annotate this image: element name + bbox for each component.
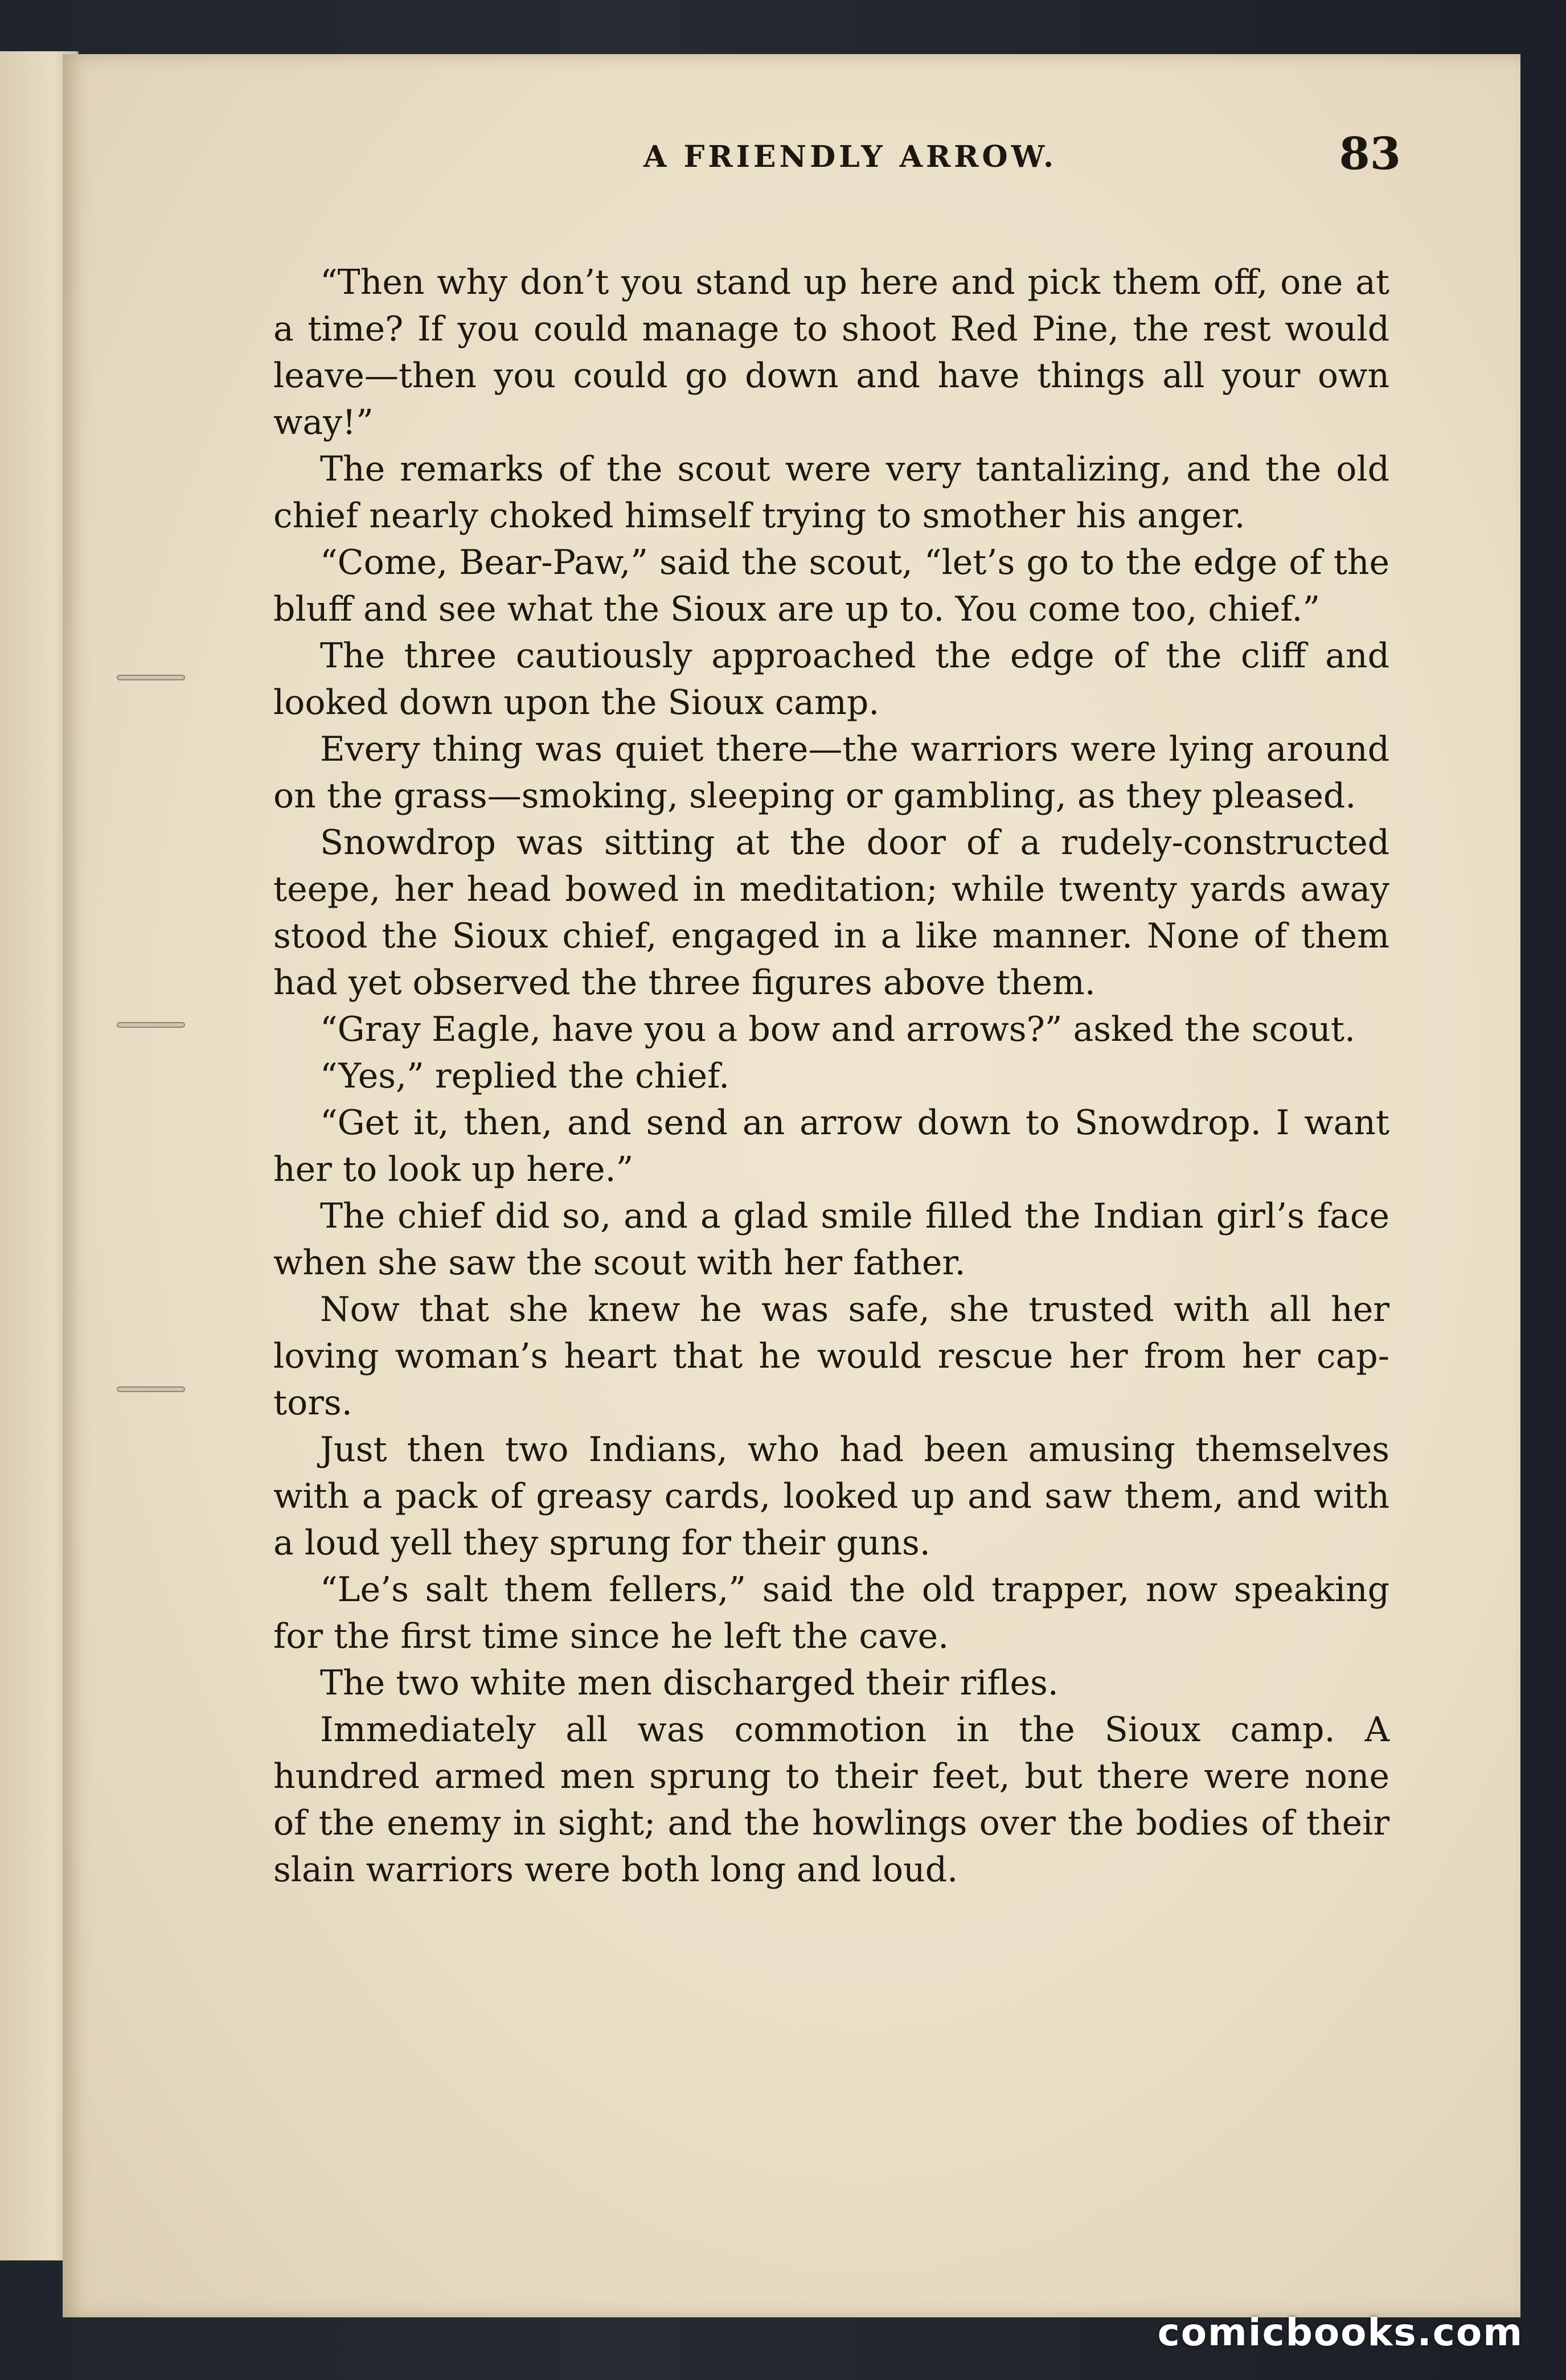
- paragraph: “Yes,” replied the chief.: [320, 1056, 730, 1096]
- paragraph: Just then two Indians, who had been amusing themselves with a pack of greasy cards, looked up and saw them, and with a loud yell they sprung for their guns.: [273, 1430, 1389, 1563]
- binding-thread: [117, 1386, 185, 1392]
- paragraph: Now that she knew he was safe, she trusted with all her loving woman’s heart that he would rescue her from her captors.: [273, 1290, 1389, 1423]
- paragraph: Every thing was quiet there—the warriors were lying around on the grass—smoking, sleeping or gambling, as they pleased.: [273, 729, 1389, 816]
- paragraph: The remarks of the scout were very tantalizing, and the old chief nearly choked himself trying to smother his anger.: [273, 449, 1389, 536]
- paragraph: The two white men discharged their rifles.: [320, 1663, 1059, 1703]
- paragraph: The three cautiously approached the edge of the cliff and looked down upon the Sioux camp.: [273, 636, 1389, 723]
- body-text: [273, 259, 1389, 1893]
- paragraph: “Come, Bear-Paw,” said the scout, “let’s go to the edge of the bluff and see what the Sioux are up to. You come too, chief.”: [273, 543, 1389, 629]
- binding-thread: [117, 1022, 185, 1028]
- watermark: comicbooks.com: [1157, 2311, 1523, 2354]
- paragraph: “Get it, then, and send an arrow down to Snowdrop. I want her to look up here.”: [273, 1103, 1389, 1189]
- page-number: 83: [1339, 128, 1401, 180]
- page-header: [285, 122, 1401, 185]
- paragraph: Snowdrop was sitting at the door of a rudely-constructed teepe, her head bowed in meditation; while twenty yards away stood the Sioux chief, engaged in a like manner. None of them had yet observed the three figures above them.: [273, 823, 1389, 1003]
- paragraph: “Gray Eagle, have you a bow and arrows?” asked the scout.: [320, 1010, 1356, 1049]
- binding-thread: [117, 675, 185, 680]
- paragraph: Immediately all was commotion in the Sioux camp. A hundred armed men sprung to their feet, but there were none of the enemy in sight; and the howlings over the bodies of their slain warriors were both long and loud.: [273, 1710, 1389, 1890]
- paragraph: “Le’s salt them fellers,” said the old trapper, now speaking for the first time since he left the cave.: [273, 1570, 1389, 1656]
- paragraph: “Then why don’t you stand up here and pick them off, one at a time? If you could manage to shoot Red Pine, the rest would leave—then you could go down and have things all your own way!”: [273, 262, 1389, 442]
- running-title: A FRIENDLY ARROW.: [643, 139, 1057, 174]
- paragraph: The chief did so, and a glad smile filled the Indian girl’s face when she saw the scout with her father.: [273, 1196, 1389, 1283]
